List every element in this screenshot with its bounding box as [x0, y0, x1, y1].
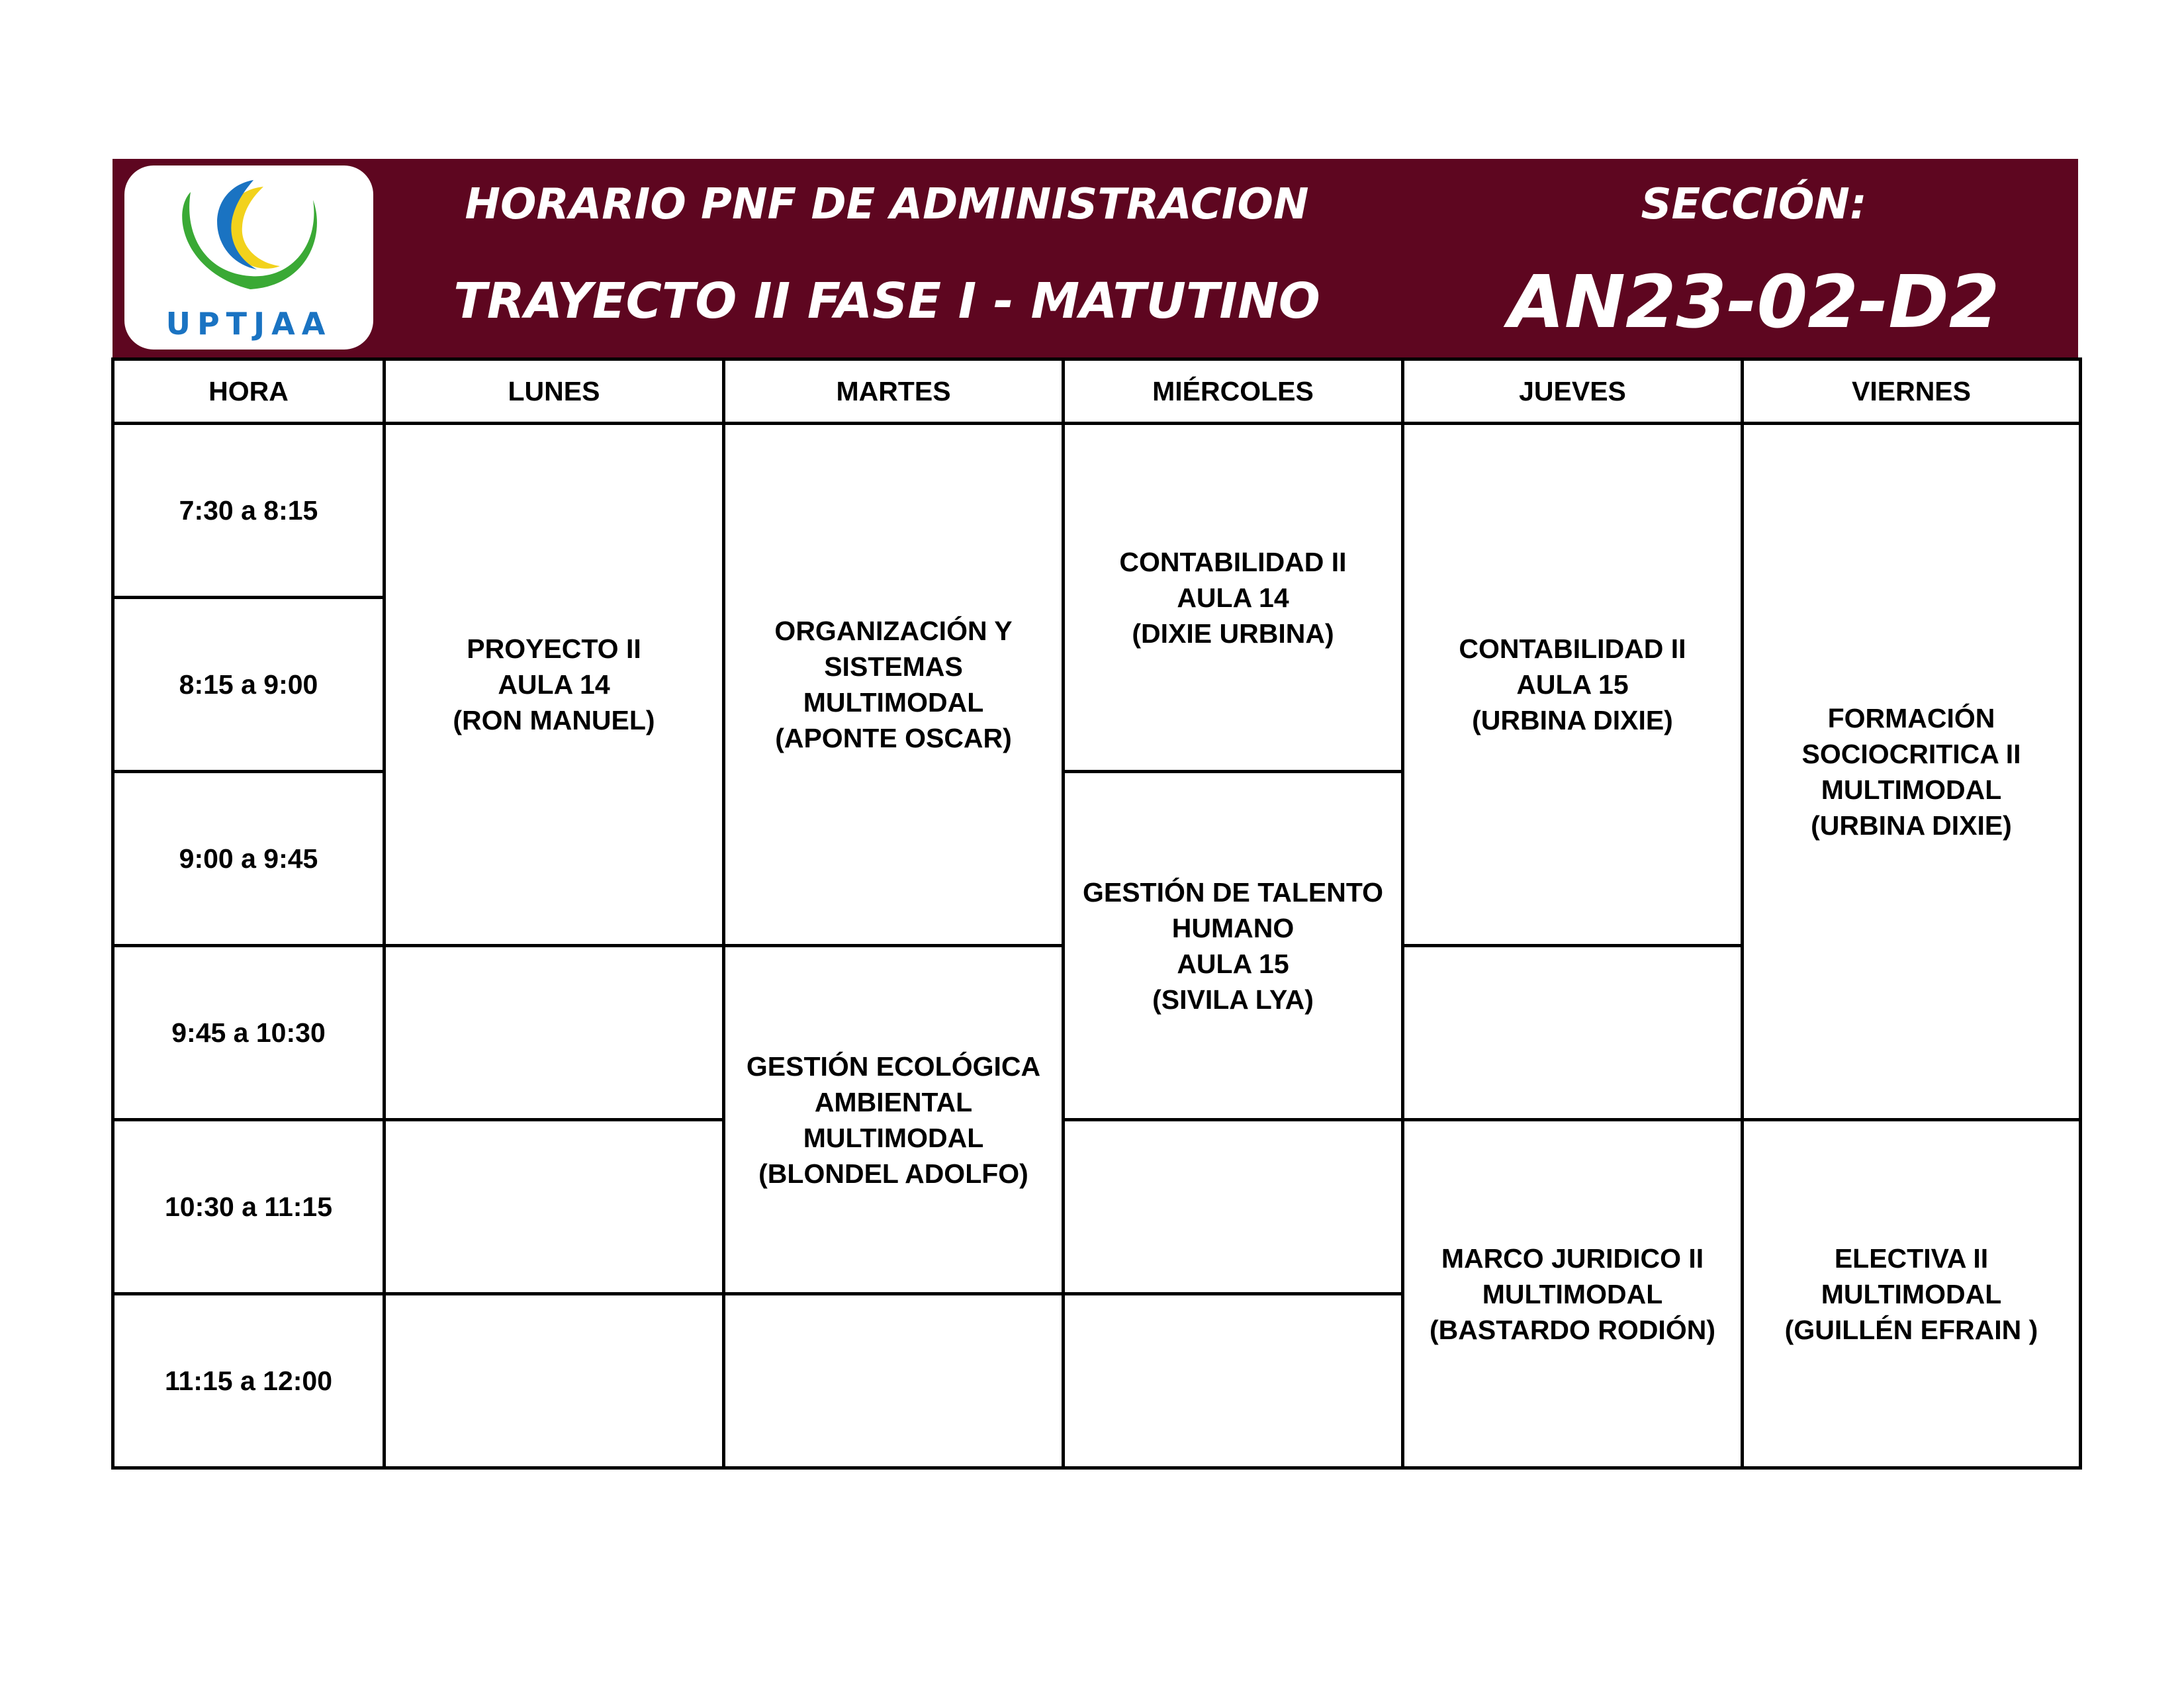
class-line: SOCIOCRITICA II: [1801, 738, 2021, 769]
schedule-table: [111, 357, 2082, 1470]
hour-cell: 11:15 a 12:00: [113, 1294, 385, 1468]
class-line: CONTABILIDAD II: [1459, 633, 1686, 664]
empty-cell: [1064, 1294, 1403, 1468]
section-label: SECCIÓN:: [1641, 180, 1867, 229]
class-cell-lunes: [385, 424, 724, 946]
section-code: AN23-02-D2: [1508, 259, 2000, 344]
class-line: (URBINA DIXIE): [1472, 705, 1673, 735]
class-line: HUMANO: [1171, 912, 1295, 943]
header-lunes: LUNES: [385, 359, 724, 424]
class-line: (DIXIE URBINA): [1132, 618, 1334, 649]
header-martes: MARTES: [724, 359, 1064, 424]
class-line: GESTIÓN ECOLÓGICA: [746, 1051, 1041, 1082]
class-line: MULTIMODAL: [803, 687, 984, 718]
class-cell-jueves: [1403, 424, 1743, 946]
class-line: ORGANIZACIÓN Y: [774, 616, 1013, 646]
empty-cell: [1064, 1120, 1403, 1294]
class-line: MULTIMODAL: [1482, 1278, 1663, 1309]
class-cell-martes: [724, 946, 1064, 1294]
class-line: (URBINA DIXIE): [1811, 810, 2012, 841]
empty-cell: [385, 1294, 724, 1468]
class-line: MULTIMODAL: [803, 1122, 984, 1153]
header-hora: HORA: [113, 359, 385, 424]
hour-cell: 9:45 a 10:30: [113, 946, 385, 1120]
class-line: AULA 15: [1516, 669, 1629, 700]
class-line: (BASTARDO RODIÓN): [1430, 1314, 1715, 1345]
class-line: MARCO JURIDICO II: [1441, 1243, 1704, 1274]
class-line: (GUILLÉN EFRAIN ): [1784, 1314, 2038, 1345]
class-cell-miercoles: [1064, 772, 1403, 1120]
logo-emblem-icon: [164, 173, 336, 306]
header-jueves: JUEVES: [1403, 359, 1743, 424]
class-cell-martes: [724, 424, 1064, 946]
class-line: GESTIÓN DE TALENTO: [1082, 876, 1384, 908]
class-line: SISTEMAS: [824, 651, 963, 682]
class-line: MULTIMODAL: [1821, 1278, 2002, 1309]
time-row: [113, 1120, 2081, 1294]
class-line: FORMACIÓN: [1827, 702, 1995, 733]
class-line: AULA 15: [1177, 948, 1289, 979]
class-line: CONTABILIDAD II: [1119, 546, 1347, 577]
empty-cell: [1403, 946, 1743, 1120]
schedule-title: HORARIO PNF DE ADMINISTRACION: [465, 180, 1309, 229]
hour-cell: 9:00 a 9:45: [113, 772, 385, 946]
class-line: PROYECTO II: [467, 633, 641, 664]
class-cell-jueves: [1403, 1120, 1743, 1468]
class-cell-miercoles: [1064, 424, 1403, 772]
class-cell-viernes: [1743, 1120, 2081, 1468]
logo-text: UPTJAA: [165, 306, 332, 342]
class-line: (BLONDEL ADOLFO): [758, 1158, 1028, 1189]
class-line: MULTIMODAL: [1821, 774, 2002, 805]
class-line: (SIVILA LYA): [1152, 984, 1314, 1015]
header-miercoles: MIÉRCOLES: [1064, 359, 1403, 424]
header-viernes: VIERNES: [1743, 359, 2081, 424]
logo: [124, 165, 373, 350]
hour-cell: 8:15 a 9:00: [113, 598, 385, 772]
class-line: ELECTIVA II: [1834, 1243, 1989, 1274]
time-row: [113, 424, 2081, 598]
class-line: AULA 14: [498, 669, 610, 700]
class-line: AULA 14: [1177, 582, 1289, 613]
header-banner: [113, 159, 2078, 357]
class-cell-viernes: [1743, 424, 2081, 1120]
header-row: [113, 359, 2081, 424]
hour-cell: 10:30 a 11:15: [113, 1120, 385, 1294]
empty-cell: [385, 946, 724, 1120]
empty-cell: [724, 1294, 1064, 1468]
hour-cell: 7:30 a 8:15: [113, 424, 385, 598]
class-line: (RON MANUEL): [453, 705, 655, 735]
class-line: AMBIENTAL: [814, 1086, 973, 1117]
schedule-subtitle: TRAYECTO II FASE I - MATUTINO: [453, 273, 1320, 330]
class-line: (APONTE OSCAR): [775, 723, 1012, 753]
empty-cell: [385, 1120, 724, 1294]
